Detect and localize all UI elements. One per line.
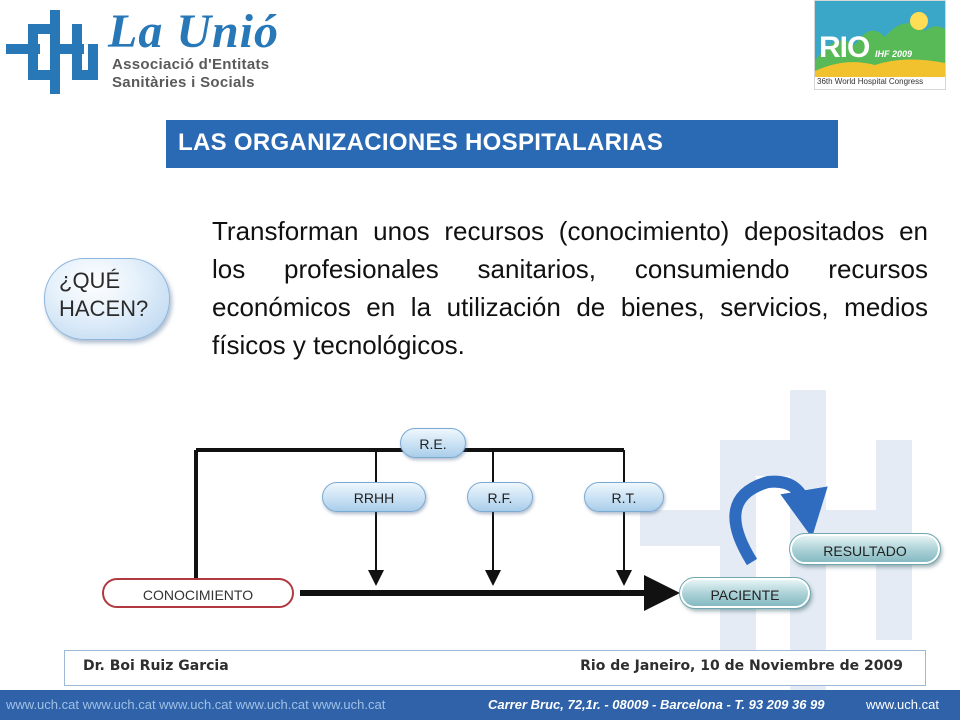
question-text: ¿QUÉ HACEN? <box>59 268 149 321</box>
footer-author: Dr. Boi Ruiz Garcia <box>83 658 229 674</box>
page-title: LAS ORGANIZACIONES HOSPITALARIAS <box>178 129 664 156</box>
connector-lines <box>196 450 668 593</box>
footer-place-date: Rio de Janeiro, 10 de Noviembre de 2009 <box>580 658 903 674</box>
footer-address: Carrer Bruc, 72,1r. - 08009 - Barcelona - T. 93 209 36 99 <box>488 697 825 712</box>
logo-wordmark: La Unió <box>108 5 280 58</box>
rio-word: RIO <box>819 31 870 64</box>
node-re: R.E. <box>400 428 466 458</box>
node-paciente: PACIENTE <box>680 578 810 608</box>
rio-tagline: 36th World Hospital Congress <box>817 77 924 86</box>
logo-subtitle-line2: Sanitàries i Socials <box>112 74 255 91</box>
footer-web-end: www.uch.cat <box>866 697 939 712</box>
node-rf: R.F. <box>467 482 533 512</box>
logo-subtitle-line1: Associació d'Entitats <box>112 56 270 73</box>
footer-box <box>64 650 926 686</box>
body-paragraph: Transforman unos recursos (conocimiento) depositados en los profesionales sanitarios, consumiendo recursos económicos en la utilización de bienes, servicios, medios físicos y tecnológicos. <box>212 216 928 360</box>
node-resultado: RESULTADO <box>790 534 940 564</box>
footer-band <box>0 690 960 720</box>
footer-web-repeat: www.uch.cat www.uch.cat www.uch.cat www.uch.cat www.uch.cat <box>6 697 386 712</box>
rio-ihf-label: IHF 2009 <box>875 49 913 59</box>
node-rt: R.T. <box>584 482 664 512</box>
node-conocimiento: CONOCIMIENTO <box>102 578 294 608</box>
node-rrhh: RRHH <box>322 482 426 512</box>
